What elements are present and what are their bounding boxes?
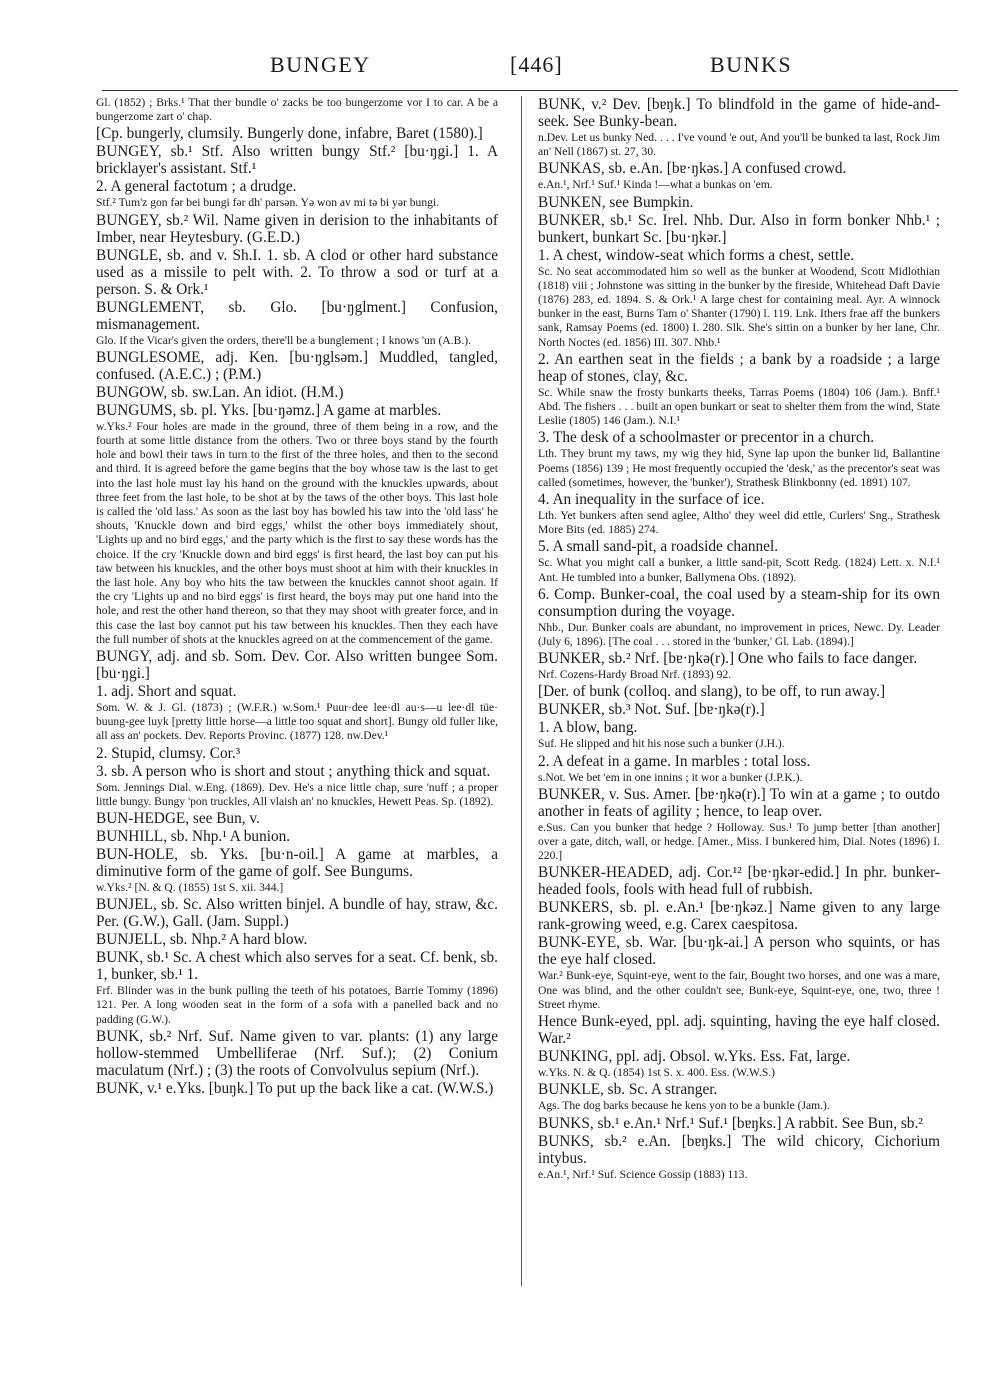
citation-paragraph: Nrf. Cozens-Hardy Broad Nrf. (1893) 92. (538, 668, 732, 682)
entry-paragraph: BUNKS, sb.² e.An. [bɐŋks.] The wild chicory, Cichorium intybus. (538, 1132, 940, 1167)
entry-paragraph: BUNKERS, sb. pl. e.An.¹ [bɐ·ŋkəz.] Name given to any large rank-growing weed, e.g. Carex caespitosa. (538, 899, 940, 934)
citation-paragraph: Suf. He slipped and hit his nose such a bunker (J.H.). (538, 737, 785, 751)
right-column (538, 96, 940, 1182)
citation-paragraph: Lth. They brunt my taws, my wig they hid, Syne lap upon the bunker lid, Ballantine Poems (1856) 139 ; He most frequently occupied the 'desk,' as the precentor's seat was called (sometimes, however, the 'bunker'), Strathesk Blinkbonny (ed. 1891) 107. (538, 447, 940, 489)
page-number: [446] (510, 52, 563, 77)
citation-paragraph: e.An.¹, Nrf.¹ Suf.¹ Kinda !—what a bunkas on 'em. (538, 178, 773, 192)
header-left-guide-word: BUNGEY (270, 52, 371, 77)
entry-paragraph: BUNKS, sb.¹ e.An.¹ Nrf.¹ Suf.¹ [bɐŋks.] A rabbit. See Bun, sb.² (538, 1114, 923, 1132)
entry-paragraph: BUNKER-HEADED, adj. Cor.¹² [bɐ·ŋkər-edid.] In phr. bunker-headed fools, fools with head full of rubbish. (538, 864, 940, 899)
entry-paragraph: BUNHILL, sb. Nhp.¹ A bunion. (96, 828, 291, 846)
citation-paragraph: e.Sus. Can you bunker that hedge ? Holloway. Sus.¹ To jump better [than another] over a gate, ditch, wall, or hedge. [Amer., Miss. I bunkered him, Dial. Notes (1896) I. 220.] (538, 820, 940, 863)
entry-paragraph: BUN-HEDGE, see Bun, v. (96, 810, 260, 828)
entry-paragraph: 2. A defeat in a game. In marbles : total loss. (538, 752, 811, 770)
entry-paragraph: [Cp. bungerly, clumsily. Bungerly done, infabre, Baret (1580).] (96, 125, 483, 143)
left-column (96, 96, 498, 1097)
entry-paragraph: BUNKER, sb.¹ Sc. Irel. Nhb. Dur. Also in form bonker Nhb.¹ ; bunkert, bunkart Sc. [bu·ŋkər.] (538, 211, 940, 246)
citation-paragraph: Glo. If the Vicar's given the orders, there'll be a bunglement ; I knows 'un (A.B.). (96, 333, 471, 347)
citation-paragraph: Sc. While snaw the frosty bunkarts theeks, Tarras Poems (1804) 106 (Jam.). Bnff.¹ Abd. The fishers . . . built an open bunkart or seat to shelter them from the wind, State Leslie (1805) 146 (Jam.). N.I.¹ (538, 385, 940, 428)
citation-paragraph: w.Yks.² [N. & Q. (1855) 1st S. xii. 344.] (96, 881, 284, 895)
entry-paragraph: 1. A chest, window-seat which forms a chest, settle. (538, 246, 855, 264)
entry-paragraph: 2. An earthen seat in the fields ; a bank by a roadside ; a large heap of stones, clay, &c. (538, 350, 940, 385)
entry-paragraph: BUNGLEMENT, sb. Glo. [bu·ŋglment.] Confusion, mismanagement. (96, 298, 498, 333)
entry-paragraph: 3. sb. A person who is short and stout ; anything thick and squat. (96, 762, 491, 780)
citation-paragraph: Ags. The dog barks because he kens yon to be a bunkle (Jam.). (538, 1099, 830, 1113)
citation-paragraph: Sc. No seat accommodated him so well as the bunker at Woodend, Scott Midlothian (1818) viii ; Johnstone was sitting in the bunker by the fireside, Whitehead Daft Davie (1876) 283, ed. 1894. S. & Ork.¹ A large chest for containing meal. Ayr. A winnock bunker in the east, Burns Tam o' Shanter (1790) l. 119. Lnk. Ithers frae aff the bunkers sank, Ramsay Poems (ed. 1800) I. 280. Slk. She's sittin on a bunker by her lane, Chr. North Noctes (ed. 1856) III. 307. Nhb.¹ (538, 264, 940, 349)
entry-paragraph: 2. A general factotum ; a drudge. (96, 178, 297, 196)
citation-paragraph: w.Yks. N. & Q. (1854) 1st S. x. 400. Ess. (W.W.S.) (538, 1066, 776, 1080)
entry-paragraph: 3. The desk of a schoolmaster or precentor in a church. (538, 429, 875, 447)
entry-paragraph: BUNGOW, sb. sw.Lan. An idiot. (H.M.) (96, 383, 344, 401)
entry-paragraph: BUN-HOLE, sb. Yks. [bu·n-oil.] A game at marbles, a diminutive form of the game of golf. See Bungums. (96, 846, 498, 881)
citation-paragraph: s.Not. We bet 'em in one innins ; it wor a bunker (J.P.K.). (538, 770, 803, 784)
entry-paragraph: BUNKER, sb.² Nrf. [bɐ·ŋkə(r).] One who fails to face danger. (538, 650, 918, 668)
entry-paragraph: BUNKAS, sb. e.An. [bɐ·ŋkəs.] A confused crowd. (538, 160, 847, 178)
citation-paragraph: Frf. Blinder was in the bunk pulling the teeth of his potatoes, Barrie Tommy (1896) 121. Per. A long wooden seat in the form of a sofa with a panelled back and no padding (G.W.). (96, 984, 498, 1026)
entry-paragraph: BUNKING, ppl. adj. Obsol. w.Yks. Ess. Fat, large. (538, 1048, 851, 1066)
entry-paragraph: BUNGEY, sb.² Wil. Name given in derision to the inhabitants of Imber, near Heytesbury. (G.E.D.) (96, 211, 498, 246)
citation-paragraph: Stf.² Tum'z gon fər bei bungi fər dh' parsən. Yə won av mi tə bi yər bungi. (96, 196, 440, 210)
entry-paragraph: BUNK, sb.² Nrf. Suf. Name given to var. plants: (1) any large hollow-stemmed Umbelliferae (Nrf. Suf.); (2) Conium maculatum (Nrf.) ; (3) the roots of Convolvulus sepium (Nrf.). (96, 1027, 498, 1079)
entry-paragraph: BUNJELL, sb. Nhp.² A hard blow. (96, 931, 308, 949)
entry-paragraph: BUNGLE, sb. and v. Sh.I. 1. sb. A clod or other hard substance used as a missile to pelt with. 2. To throw a sod or turf at a person. S. & Ork.¹ (96, 246, 498, 298)
entry-paragraph: BUNKER, v. Sus. Amer. [bɐ·ŋkə(r).] To win at a game ; to outdo another in feats of agility ; hence, to leap over. (538, 785, 940, 820)
entry-paragraph: BUNGUMS, sb. pl. Yks. [bu·ŋəmz.] A game at marbles. (96, 401, 442, 419)
entry-paragraph: BUNGLESOME, adj. Ken. [bu·ŋglsəm.] Muddled, tangled, confused. (A.E.C.) ; (P.M.) (96, 348, 498, 383)
page-header (100, 52, 960, 88)
entry-paragraph: [Der. of bunk (colloq. and slang), to be off, to run away.] (538, 683, 886, 701)
citation-paragraph: War.² Bunk-eye, Squint-eye, went to the fair, Bought two horses, and one was a mare, One was blind, and the other couldn't see, Bunk-eye, Squint-eye, one, two, three ! Street rhyme. (538, 969, 940, 1011)
citation-paragraph: Som. Jennings Dial. w.Eng. (1869). Dev. He's a nice little chap, sure 'nuff ; a proper little bungy. Bungy 'pon truckles, All vlaish an' no knuckles, Hewett Peas. Sp. (1892). (96, 780, 498, 808)
column-divider (521, 96, 522, 1286)
entry-paragraph: BUNK-EYE, sb. War. [bu·ŋk-ai.] A person who squints, or has the eye half closed. (538, 934, 940, 969)
entry-paragraph: BUNK, v.² Dev. [bɐŋk.] To blindfold in the game of hide-and-seek. See Bunky-bean. (538, 96, 940, 130)
header-rule (102, 90, 958, 91)
citation-paragraph: Nhb., Dur. Bunker coals are abundant, no improvement in prices, Newc. Dy. Leader (July 6, 1896). [The coal . . . stored in the 'bunker,' Gl. Lab. (1894).] (538, 620, 940, 649)
entry-paragraph: BUNJEL, sb. Sc. Also written binjel. A bundle of hay, straw, &c. Per. (G.W.), Gall. (Jam. Suppl.) (96, 896, 498, 931)
citation-paragraph: Lth. Yet bunkers aften send aglee, Altho' they weel did ettle, Curlers' Sng., Strathesk More Bits (ed. 1885) 274. (538, 509, 940, 537)
citation-paragraph: n.Dev. Let us bunky Ned. . . . I've vound 'e out, And you'll be bunked ta last, Rock Jim an' Nell (1867) st. 27, 30. (538, 131, 940, 159)
header-right-guide-word: BUNKS (710, 52, 793, 77)
entry-paragraph: 4. An inequality in the surface of ice. (538, 491, 765, 509)
citation-paragraph: e.An.¹, Nrf.¹ Suf. Science Gossip (1883) 113. (538, 1167, 748, 1181)
entry-paragraph: BUNGY, adj. and sb. Som. Dev. Cor. Also written bungee Som. [bu·ŋgi.] (96, 648, 498, 683)
entry-paragraph: 6. Comp. Bunker-coal, the coal used by a steam-ship for its own consumption during the voyage. (538, 585, 940, 620)
entry-paragraph: 1. A blow, bang. (538, 719, 638, 737)
citation-paragraph: w.Yks.² Four holes are made in the ground, three of them being in a row, and the fourth at some little distance from the others. Two or three boys stand by the fourth hole and bowl their taws in turn to the first of the three holes, and then to the second and third. It is agreed before the game begins that the boy whose taw is the last to get into the last hole must lay his hand on the ground with the knuckles upwards, about three feet from the last hole, to be shot at by the taws of the other boys. This last hole is called the 'old lass.' As soon as the last boy has bowled his taw into the 'old lass' he shouts, 'Knuckle down and bird eggs,' whilst the other boys immediately shout, 'Lights up and no bird eggs,' and the party which is the first to say these words has the choice. If the cry 'Knuckle down and bird eggs' is first heard, the last boy can put his taw between his knuckles, and the other boys must shoot at him with their knuckles in the last hole. Any boy who hits the taw between the knuckles cannot shoot again. If the cry 'Lights up and no bird eggs' is first heard, the boys may put one hand into the hole, and rest the other hand thereon, so that they may shoot with greater force, and in this case the last boy cannot put his taw between his knuckles. Then they each have the full number of shots at the knuckles agreed on at the commencement of the game. (96, 419, 498, 646)
entry-paragraph: BUNGEY, sb.¹ Stf. Also written bungy Stf.² [bu·ŋgi.] 1. A bricklayer's assistant. Stf.¹ (96, 143, 498, 178)
citation-paragraph: Sc. What you might call a bunker, a little sand-pit, Scott Redg. (1824) Lett. x. N.I.¹ Ant. He tumbled into a bunker, Ballymena Obs. (1892). (538, 556, 940, 584)
entry-paragraph: BUNKLE, sb. Sc. A stranger. (538, 1081, 718, 1099)
entry-paragraph: 2. Stupid, clumsy. Cor.³ (96, 744, 241, 762)
entry-paragraph: BUNKER, sb.³ Not. Suf. [bɐ·ŋkə(r).] (538, 701, 765, 719)
entry-paragraph: BUNKEN, see Bumpkin. (538, 193, 694, 211)
entry-paragraph: BUNK, v.¹ e.Yks. [buŋk.] To put up the back like a cat. (W.W.S.) (96, 1079, 494, 1097)
entry-paragraph: 5. A small sand-pit, a roadside channel. (538, 538, 779, 556)
citation-paragraph: Gl. (1852) ; Brks.¹ That ther bundle o' zacks be too bungerzome vor I to car. A be a bungerzome zart o' chap. (96, 96, 498, 124)
citation-paragraph: Som. W. & J. Gl. (1873) ; (W.F.R.) w.Som.¹ Puur·dee lee·dl au·s—u lee·dl tüe· buung-gee luyk [pretty little horse—a little too squat and short]. Bungy old fuller like, all ass an' pockets. Dev. Reports Provinc. (1877) 128. nw.Dev.¹ (96, 701, 498, 743)
entry-paragraph: Hence Bunk-eyed, ppl. adj. squinting, having the eye half closed. War.² (538, 1013, 940, 1048)
entry-paragraph: 1. adj. Short and squat. (96, 683, 237, 701)
entry-paragraph: BUNK, sb.¹ Sc. A chest which also serves for a seat. Cf. benk, sb. 1, bunker, sb.¹ 1. (96, 949, 498, 984)
